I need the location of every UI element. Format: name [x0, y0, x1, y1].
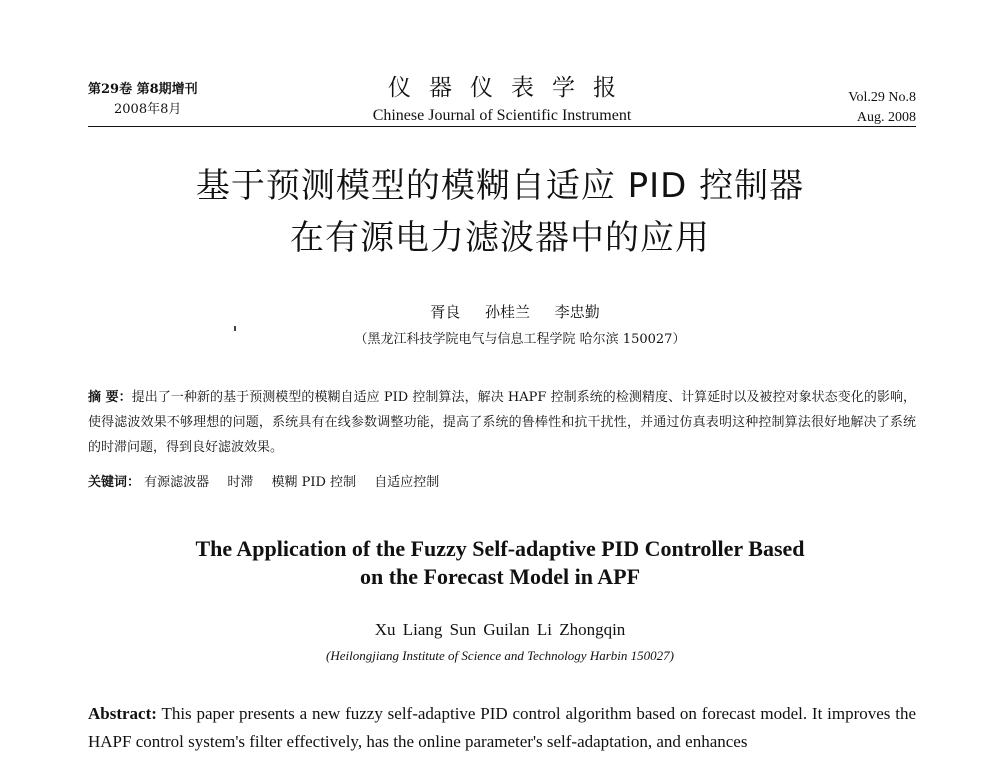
vol-no: Vol.29 No.8 — [848, 90, 916, 105]
running-header — [88, 75, 916, 128]
authors-en: Xu Liang Sun Guilan Li Zhongqin — [374, 620, 626, 639]
title-en-line2: on the Forecast Model in APF — [359, 564, 641, 589]
title-en-line1: The Application of the Fuzzy Self-adaptive PID Controller Based — [195, 536, 805, 561]
affiliation-zh: （黑龙江科技学院电气与信息工程学院 哈尔滨 150027） — [354, 332, 686, 347]
keywords-zh — [88, 473, 916, 493]
keyword-item: 模糊 PID 控制 — [271, 475, 357, 490]
header-rule — [88, 126, 916, 127]
title-zh-line2: 在有源电力滤波器中的应用 — [290, 218, 710, 258]
keyword-item: 时滞 — [227, 475, 254, 490]
abstract-zh — [88, 385, 916, 460]
volume-issue: 第29卷 第8期增刊 — [88, 82, 198, 97]
abstract-en — [88, 700, 916, 756]
authors-zh: 胥良 孙桂兰 李忠勤 — [430, 303, 600, 321]
header-left — [88, 80, 288, 120]
header-journal — [338, 74, 666, 126]
header-right — [848, 88, 916, 128]
title-zh — [0, 160, 1000, 264]
journal-name-en: Chinese Journal of Scientific Instrument — [372, 107, 632, 124]
keywords-zh-label: 关键词： — [88, 475, 141, 490]
title-zh-line1: 基于预测模型的模糊自适应 PID 控制器 — [195, 166, 805, 206]
date-en: Aug. 2008 — [856, 110, 916, 125]
keyword-item: 自适应控制 — [374, 475, 440, 490]
affiliation-en: (Heilongjiang Institute of Science and Technology Harbin 150027) — [326, 648, 674, 663]
keyword-item: 有源滤波器 — [144, 475, 210, 490]
abstract-en-label: Abstract: — [88, 704, 157, 723]
title-en — [0, 535, 1000, 591]
abstract-zh-label: 摘 要： — [88, 390, 132, 405]
journal-name-zh: 仪器仪表学报 — [388, 75, 634, 101]
abstract-zh-text: 提出了一种新的基于预测模型的模糊自适应 PID 控制算法，解决 HAPF 控制系统的检测精度、计算延时以及被控对象状态变化的影响，使得滤波效果不够理想的问题，系统具有在线参数调整功能，提高了系统的鲁棒性和抗干扰性，并通过仿真表明这种控制算法很好地解决了系统的时滞问题，得到良好滤波效果。 — [88, 390, 916, 455]
abstract-en-text: This paper presents a new fuzzy self-adaptive PID control algorithm based on forecast model. It improves the HAPF control system's filter effectively, has the online parameter's self-adaptation, and enhances — [88, 704, 916, 751]
date-zh: 2008年8月 — [114, 102, 182, 117]
